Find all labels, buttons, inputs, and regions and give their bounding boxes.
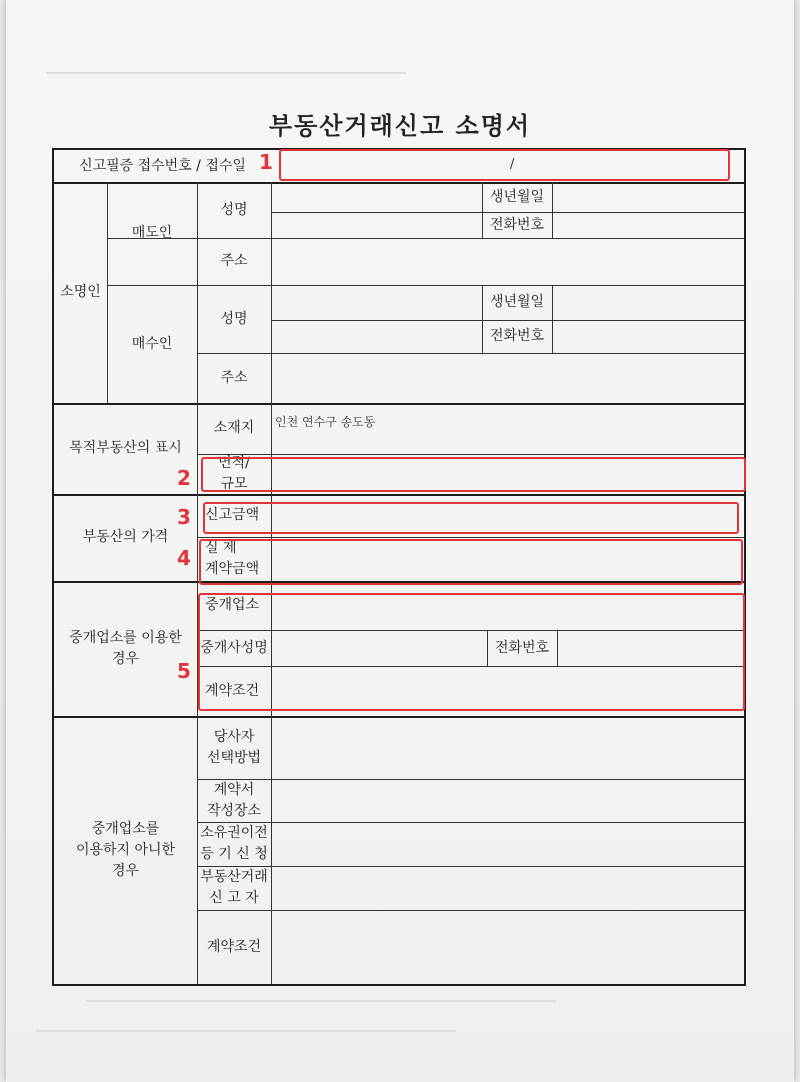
highlight-box-3 — [203, 502, 739, 534]
highlight-box-2 — [201, 457, 746, 492]
buyer-label: 매수인 — [131, 335, 173, 352]
row-divider — [197, 353, 744, 354]
highlight-box-1 — [279, 149, 730, 181]
row-divider — [197, 454, 744, 455]
broker-agent-name-label: 중개사성명 — [200, 639, 268, 656]
broker-terms-label: 계약조건 — [205, 682, 260, 699]
marker-number-3: 3 — [177, 505, 191, 529]
location-label: 소재지 — [213, 420, 255, 436]
row-divider — [197, 537, 744, 538]
row-divider — [197, 779, 744, 780]
seller-address-label: 주소 — [220, 253, 248, 269]
seller-label: 매도인 — [131, 225, 173, 241]
document-title: 부동산거래신고 소명서 — [268, 112, 532, 140]
highlight-box-4 — [199, 539, 743, 585]
receipt-number-label: 신고필증 접수번호 / 접수일 — [79, 157, 246, 174]
contract-place-label: 계약서 작성장소 — [206, 781, 262, 819]
marker-number-1: 1 — [259, 150, 273, 174]
actual-amount-label: 실 제 계약금액 — [205, 540, 260, 577]
broker-section-label: 중개업소를 이용한 경우 — [69, 629, 182, 667]
highlight-box-5 — [198, 593, 745, 711]
marker-number-5: 5 — [177, 659, 191, 683]
property-section-label: 목적부동산의 표시 — [69, 440, 182, 456]
receipt-date-separator: / — [510, 157, 515, 172]
area-label: 면적/ 규모 — [218, 455, 250, 492]
no-broker-terms-label: 계약조건 — [206, 938, 262, 955]
col-divider — [552, 182, 553, 238]
show-through-line — [86, 1000, 556, 1002]
buyer-address-label: 주소 — [220, 369, 248, 386]
show-through-line — [46, 72, 406, 74]
transaction-reporter-label: 부동산거래 신 고 자 — [200, 869, 268, 906]
party-selection-label: 당사자 선택방법 — [206, 728, 262, 766]
col-divider — [552, 285, 553, 353]
applicant-section-label: 소명인 — [60, 284, 101, 300]
seller-birthdate-label: 생년월일 — [489, 188, 545, 205]
seller-phone-label: 전화번호 — [489, 216, 545, 233]
seller-name-label: 성명 — [220, 201, 248, 218]
row-divider — [197, 866, 744, 867]
buyer-birthdate-label: 생년월일 — [489, 294, 545, 310]
row-divider — [197, 822, 744, 823]
buyer-name-label: 성명 — [220, 310, 248, 327]
buyer-phone-label: 전화번호 — [489, 328, 545, 344]
title-transfer-label: 소유권이전 등 기 신 청 — [200, 825, 268, 862]
broker-office-label: 중개업소 — [205, 597, 260, 613]
broker-phone-label: 전화번호 — [494, 639, 550, 656]
price-section-label: 부동산의 가격 — [82, 529, 169, 545]
show-through-line — [36, 1030, 456, 1032]
reported-amount-label: 신고금액 — [205, 507, 260, 523]
location-value: 인천 연수구 송도동 — [275, 415, 376, 429]
marker-number-4: 4 — [177, 546, 191, 570]
marker-number-2: 2 — [177, 466, 191, 490]
row-divider — [197, 910, 744, 911]
no-broker-section-label: 중개업소를 이용하지 아니한 경우 — [75, 820, 176, 879]
